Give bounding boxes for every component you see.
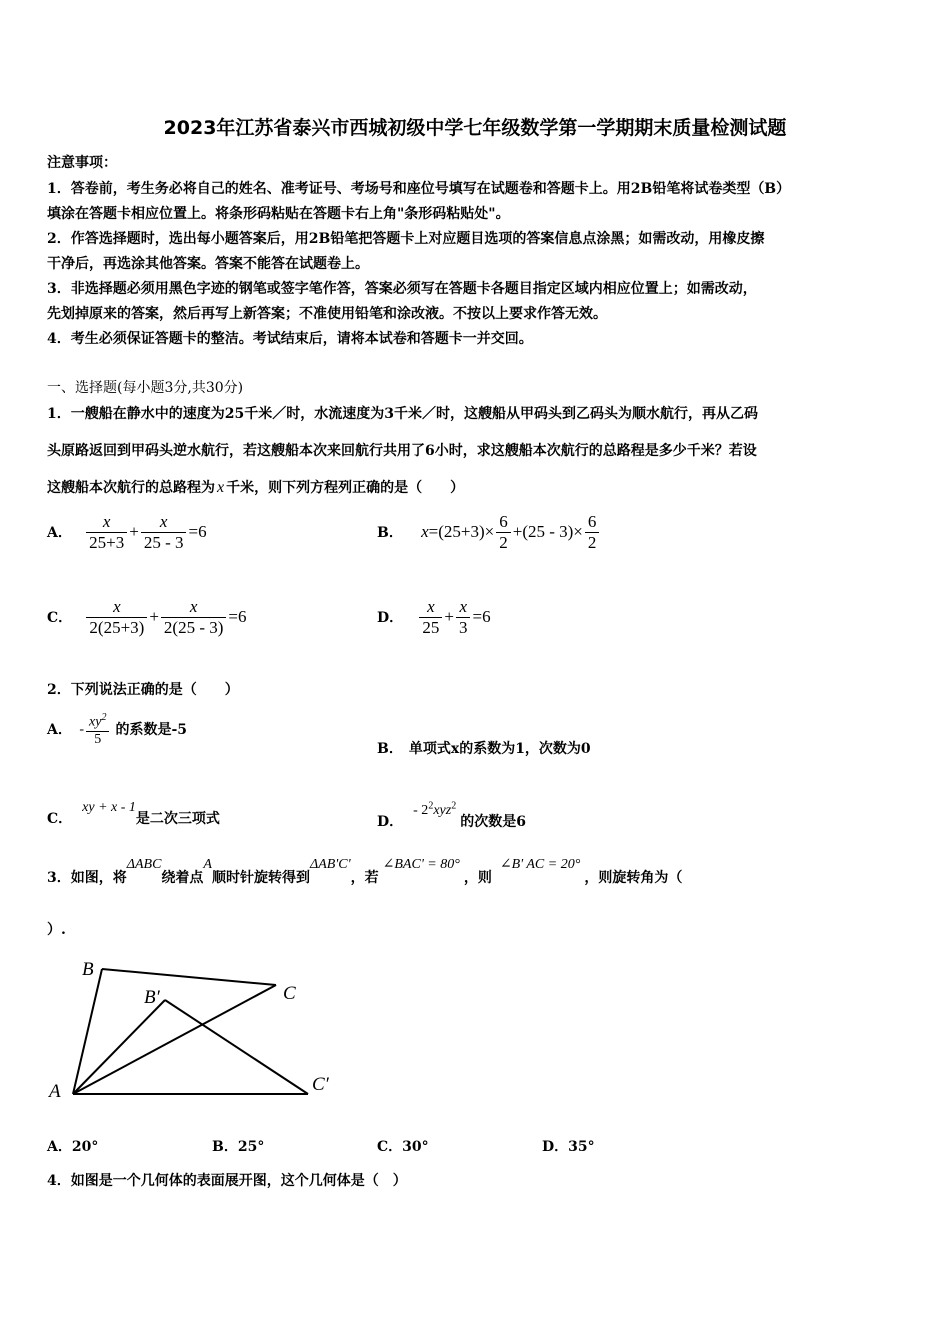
label-b-prime: B′ <box>144 987 160 1008</box>
option-label: A． <box>47 722 72 739</box>
q2-option-d[interactable] <box>377 800 526 831</box>
sup2: 2 <box>451 800 457 811</box>
den: 25+3 <box>86 532 127 553</box>
label-c: C <box>283 983 296 1004</box>
q2-option-b[interactable] <box>377 738 591 758</box>
option-value: 35° <box>568 1139 595 1155</box>
option-label: D． <box>542 1139 569 1155</box>
option-label: A． <box>47 525 72 542</box>
q3-text: 绕着点 <box>161 870 204 886</box>
option-label: A． <box>47 1139 72 1155</box>
notice-line: 1．答卷前，考生务必将自己的姓名、准考证号、考场号和座位号填写在试题卷和答题卡上。用2B铅笔将试卷类型（B） <box>47 181 791 197</box>
notice-line: 4．考生必须保证答题卡的整洁。考试结束后，请将本试卷和答题卡一并交回。 <box>47 331 533 347</box>
notice-line: 干净后，再选涂其他答案。答案不能答在试题卷上。 <box>47 256 369 272</box>
den: 2(25 - 3) <box>161 617 226 638</box>
q1-option-a[interactable] <box>47 512 207 553</box>
notice-heading: 注意事项： <box>47 155 117 171</box>
segment-ac <box>73 985 276 1094</box>
option-label: C． <box>377 1139 403 1155</box>
q1-option-c[interactable] <box>47 597 247 638</box>
op: + <box>129 522 139 542</box>
lhs: x <box>421 522 429 542</box>
segment-bc <box>102 969 276 985</box>
option-text: 的次数是6 <box>460 813 526 830</box>
q3-text: ，则 <box>463 870 492 886</box>
segment-ab <box>73 969 102 1094</box>
num: 6 <box>499 512 508 531</box>
q3-option-c[interactable] <box>377 1136 429 1156</box>
rhs: =6 <box>188 522 207 542</box>
notice-line: 先划掉原来的答案，然后再写上新答案；不准使用铅笔和涂改液。不按以上要求作答无效。 <box>47 306 607 322</box>
num: x <box>189 597 198 616</box>
q3-math: A <box>203 857 212 872</box>
num: xy <box>89 714 102 730</box>
q3-option-a[interactable] <box>47 1136 98 1156</box>
op: + <box>444 607 454 627</box>
expr2: xyz <box>433 802 452 818</box>
q1-line: 头原路返回到甲码头逆水航行，若这艘船本次来回航行共用了6小时，求这艘船本次航行的总路程是多少千米？若设 <box>47 443 757 459</box>
option-text: 的系数是-5 <box>115 722 188 739</box>
den: 2 <box>496 532 511 553</box>
q2-stem: 2．下列说法正确的是（ ） <box>47 682 239 698</box>
q3-stem-end: ）. <box>47 922 66 938</box>
segment-bc-prime <box>165 1000 308 1094</box>
num: x <box>113 597 121 616</box>
mid: =(25+3)× <box>428 522 495 542</box>
label-c-prime: C′ <box>312 1074 329 1095</box>
num: x <box>102 512 111 531</box>
q2-option-a[interactable] <box>47 712 187 748</box>
q3-option-b[interactable] <box>212 1136 264 1156</box>
rhs: =6 <box>228 607 247 627</box>
q1-option-d[interactable] <box>377 597 491 638</box>
sup1: 2 <box>428 800 434 811</box>
page-title: 2023年江苏省泰兴市西城初级中学七年级数学第一学期期末质量检测试题 <box>163 117 787 139</box>
rotation-figure <box>40 950 340 1110</box>
den: 2(25+3) <box>86 617 147 638</box>
option-label: B． <box>377 525 403 542</box>
rhs: =6 <box>472 607 491 627</box>
option-label: D． <box>377 813 404 830</box>
q3-text: 顺时针旋转得到 <box>211 870 310 886</box>
q3-math: ΔABC <box>126 857 162 872</box>
q3-math: ΔAB'C' <box>309 857 351 872</box>
option-text: 单项式x的系数为1，次数为0 <box>408 741 591 757</box>
den: 3 <box>456 617 471 638</box>
expr1: - 2 <box>413 802 429 818</box>
sup: 2 <box>101 712 107 723</box>
option-label: B． <box>212 1139 238 1155</box>
notice-line: 填涂在答题卡相应位置上。将条形码粘贴在答题卡右上角"条形码粘贴处"。 <box>47 206 510 222</box>
option-value: 25° <box>237 1139 265 1155</box>
q1-var-x: x <box>217 479 225 496</box>
q1-line3b: 千米，则下列方程列正确的是（ ） <box>226 480 465 496</box>
q3-text: 3．如图，将 <box>47 870 127 886</box>
num: x <box>459 597 467 616</box>
op: + <box>149 607 159 627</box>
q3-math: ∠B' AC = 20° <box>499 857 581 872</box>
den: 25 - 3 <box>141 532 187 553</box>
q3-option-d[interactable] <box>542 1136 595 1156</box>
option-label: D． <box>377 610 404 627</box>
num: x <box>159 512 168 531</box>
den: 25 <box>419 617 442 638</box>
q1-line3a: 这艘船本次航行的总路程为 <box>47 480 215 496</box>
option-value: 20° <box>71 1139 99 1155</box>
mid2: +(25 - 3)× <box>512 522 583 542</box>
expr: xy + x - 1 <box>82 800 136 815</box>
notice-line: 2．作答选择题时，选出每小题答案后，用2B铅笔把答题卡上对应题目选项的答案信息点涂黑；如需改动，用橡皮擦 <box>47 231 765 247</box>
num: x <box>427 597 435 616</box>
num: 6 <box>587 512 597 531</box>
den: 2 <box>585 532 600 553</box>
option-value: 30° <box>402 1139 429 1155</box>
notice-line: 3．非选择题必须用黑色字迹的钢笔或签字笔作答，答案必须写在答题卡各题目指定区域内相应位置上；如需改动， <box>47 281 757 297</box>
option-label: C． <box>47 610 73 627</box>
q1-option-b[interactable] <box>377 512 601 553</box>
q3-text: ，则旋转角为（ <box>584 870 683 886</box>
q4-stem: 4．如图是一个几何体的表面展开图，这个几何体是（ ） <box>47 1173 407 1189</box>
label-a: A <box>49 1081 61 1102</box>
q3-stem <box>47 856 682 887</box>
option-text: 是二次三项式 <box>135 811 220 827</box>
q1-line <box>47 477 464 497</box>
sign: - <box>79 721 85 737</box>
option-label: B． <box>377 741 403 757</box>
q3-math: ∠BAC' = 80° <box>382 857 460 872</box>
segment-ab-prime <box>73 1000 165 1094</box>
label-b: B <box>82 959 94 980</box>
option-label: C． <box>47 811 73 827</box>
q2-option-c[interactable] <box>47 800 220 828</box>
q3-text: ，若 <box>350 870 379 886</box>
section-heading: 一、选择题(每小题3分,共30分) <box>47 380 244 396</box>
q1-line: 1．一艘船在静水中的速度为25千米／时，水流速度为3千米／时，这艘船从甲码头到乙码头为顺水航行，再从乙码 <box>47 406 758 422</box>
den: 5 <box>86 731 109 748</box>
